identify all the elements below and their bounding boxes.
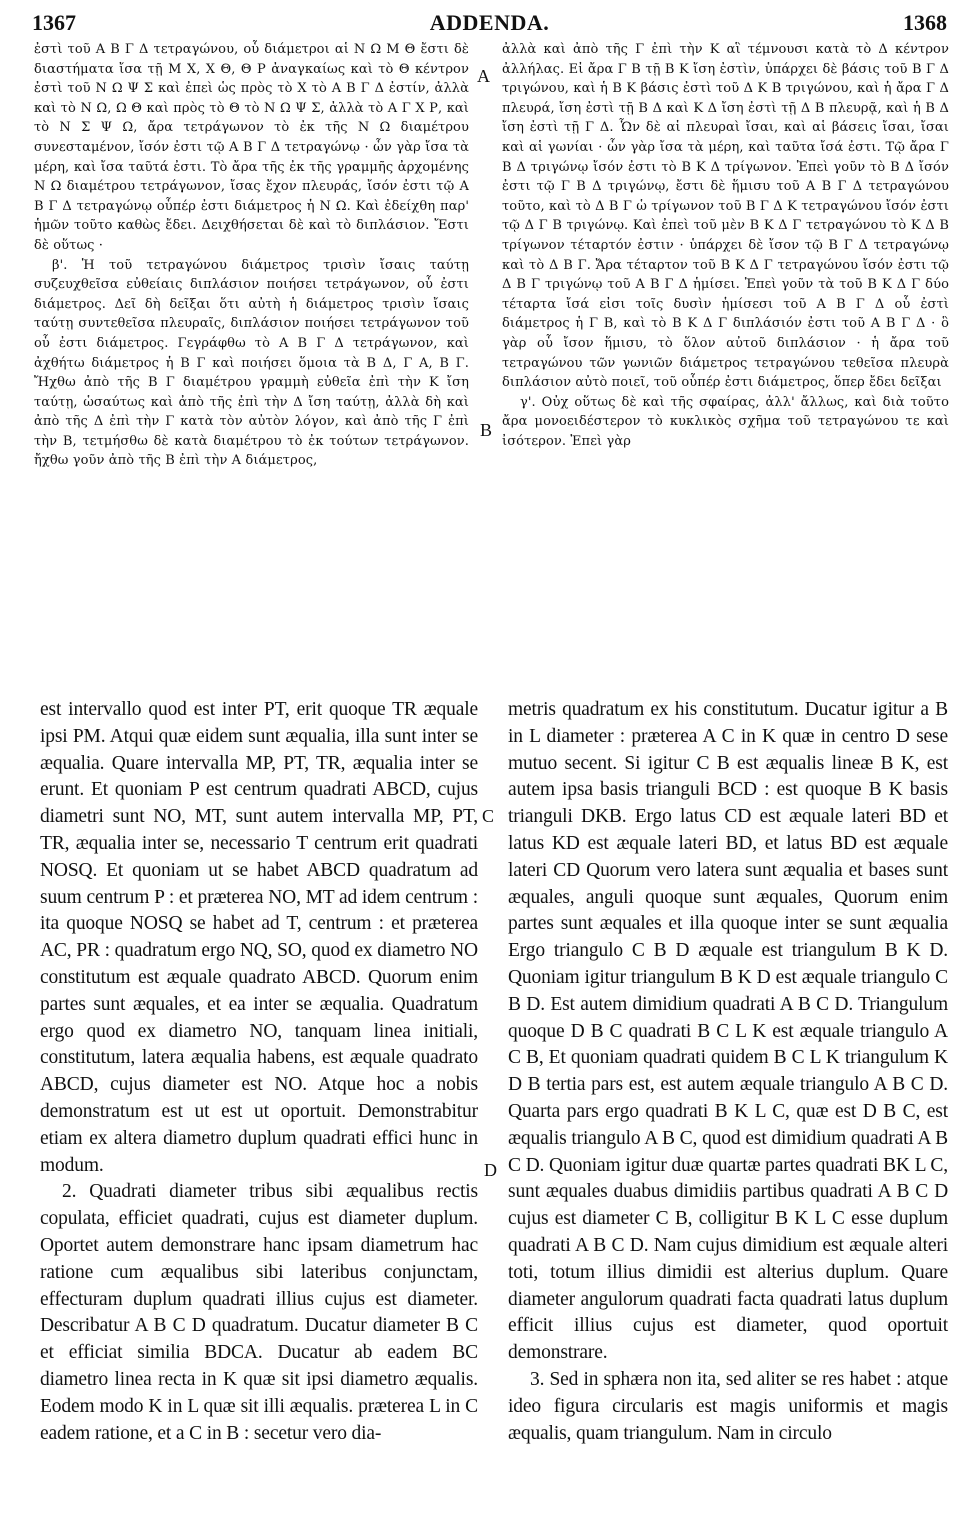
margin-mark-b: B <box>480 420 493 440</box>
margin-mark-a: A <box>477 66 490 86</box>
margin-mark-d: D <box>484 1160 497 1180</box>
greek-right-paragraph-1: ἀλλὰ καὶ ἀπὸ τῆς Γ ἐπὶ τὴν Κ αἳ τέμνουσι κατὰ τὸ Δ κέντρον ἀλλήλας. Εἰ ἄρα Γ Β τῇ Β Κ ἴση ἐστὶν, ὑπάρχει δὲ βάσις τοῦ Β Γ Δ τριγώνου, καὶ ἡ Β Κ βάσις ἐστὶ τοῦ Δ Κ Β τριγώνου, καὶ ἡ ἄρα Γ Δ πλευρά, ἴση ἐστὶ τῇ Β Δ καὶ Κ Δ ἴση ἐστὶ τῇ Δ Β πλευρᾷ, καὶ ἡ Β Δ ἴση ἐστὶ τῇ Γ Δ. Ὧν δὲ αἱ πλευραὶ ἴσαι, καὶ αἱ βάσεις ἴσαι, ἴσαι καὶ αἱ γωνίαι · ὧν γὰρ ἴσα τὰ μέρη, καὶ ταῦτα ἴσά ἐστι. Τῷ ἄρα Γ Β Δ τριγώνῳ ἴσόν ἐστι τὸ Β Κ Δ τρίγωνον. Ἐπεὶ γοῦν τὸ Β Δ ἴσόν ἐστι τῷ Γ Β Δ τριγώνῳ, ἔστι δὲ ἥμισυ τοῦ Α Β Γ Δ τετραγώνου τοῦτο, καὶ τὸ Δ Β Γ ὡ τρίγωνον τοῦ Β Γ Δ Κ τετραγώνου ἴσόν ἐστι τῷ Δ Γ Β τριγώνῳ. Καὶ ἐπεὶ τοῦ μὲν Β Κ Δ Γ τετραγώνου τὸ Κ Δ Β τρίγωνον τέταρτόν ἐστιν · ὑπάρχει δὲ ἴσον τῷ Β Γ Δ τετραγώνῳ καὶ τὸ Δ Β Γ. Ἄρα τέταρτον τοῦ Β Κ Δ Γ τετραγώνου ἴσόν ἐστι τῷ Δ Β Γ τριγώνῳ τοῦ Α Β Γ Δ ἡμίσει. Ἐπεὶ γοῦν τὰ τοῦ Β Κ Δ Γ δύο τέταρτα ἴσά εἰσι τοῖς δυσὶν ἡμίσεσι τοῦ Α Β Γ Δ οὗ ἐστὶ διάμετρος ἡ Γ Β, καὶ τὸ Β Κ Δ Γ διπλάσιόν ἐστι τοῦ Α Β Γ Δ · ὃ γὰρ οὗ ἴσον ἥμισυ, τὸ ὅλον αὐτοῦ διπλάσιον · ἡ ἄρα τοῦ τετραγώνου τῶν γωνιῶν διάμετρος τετραγώνου τεθεῖσα πλευρὰ διπλάσιον αὐτὸ ποιεῖ, τοῦ οὗπέρ ἐστι διάμετρος, ὅπερ ἔδει δεῖξαι <box>502 42 949 391</box>
greek-column-left <box>34 40 469 471</box>
latin-column-right <box>508 697 948 1447</box>
greek-left-paragraph-1: ἐστὶ τοῦ Α Β Γ Δ τετραγώνου, οὗ διάμετροι αἱ Ν Ω Μ Θ ἔστι δὲ διαστήματα ἴσα τῇ Μ Χ, Χ Θ, Θ Ρ ἀναγκαίως καὶ τὸ Θ κέντρον ἐστὶ τοῦ Ν Ω Ψ Σ καὶ ἐπεὶ ὡς πρὸς τὸ Χ τὸ Α Β Γ Δ ἐστίν, ἀλλὰ καὶ τὸ Ν Ω, Ω Θ καὶ πρὸς τὸ Θ τὸ Ν Ω Ψ Σ, ἀλλὰ τὸ Α Γ Χ Ρ, καὶ τὸ Ν Σ Ψ Ω, ἄρα τετράγωνον τὸ ἐκ τῆς Ν Ω διαμέτρου συνεσταμένον, ἴσόν ἐστι τῷ Α Β Γ Δ τετραγώνῳ · ὧν γὰρ ἴσα τὰ μέρη, καὶ ἴσα ταῦτά ἐστι. Τὸ ἄρα τῆς ἐκ τῆς γραμμῆς ἀρχομένης Ν Ω διαμέτρου τετράγωνον, ἴσας ἔχον πλευράς, ἴσόν ἐστι τῷ Α Β Γ Δ τετραγώνῳ οὗπέρ ἐστι διάμετρος ἡ Ν Ω. Καὶ ἐδείχθη παρ' ἡμῶν τοῦτο καθὼς ἔδει. Δειχθήσεται δὲ καὶ τὸ διπλάσιον. Ἔστι δὲ οὕτως · <box>34 42 469 253</box>
latin-left-paragraph-1: est intervallo quod est inter PT, erit quoque TR æquale ipsi PM. Atqui quæ eidem sunt æqualia, illa sunt inter se æqualia. Quare intervalla MP, PT, TR, æqualia inter se erunt. Et quoniam P est centrum quadrati ABCD, cujus diametri sunt NO, MT, sunt autem intervalla MP, PT, TR, æqualia inter se, necessario T centrum erit quadrati NOSQ. Et quoniam ut se habet ABCD quadratum ad suum centrum P : et præterea NO, MT ad idem centrum : ita quoque NOSQ se habet ad T, centrum : et præterea AC, PR : quadratum ergo NQ, SO, quod ex diametro NO constitutum est æquale quadrato ABCD. Quorum enim partes sunt æquales, et ea inter se æqualia. Quadratum ergo quod ex diametro NO, tanquam linea initiali, constitutum, latera æqualia habens, est æquale quadrato ABCD, cujus diameter est NO. Atque hoc a nobis demonstratum est ut est ut oportuit. Demonstrabitur etiam ex altera diametro duplum quadrati effici hunc in modum. <box>40 699 478 1176</box>
greek-column-right <box>502 40 949 451</box>
greek-left-paragraph-2: β'. Ἡ τοῦ τετραγώνου διάμετρος τρισὶν ἴσαις ταύτῃ συζευχθεῖσα εὐθείαις διπλάσιον ποιήσει τετράγωνον, οὗ ἐστι διάμετρος. Δεῖ δὴ δεῖξαι ὅτι αὐτὴ ἡ διάμετρος τρισὶν ἴσαις ταύτῃ συντεθεῖσα πλευραῖς, διπλάσιον ποιήσει τετράγωνον τοῦ οὗ ἐστι διάμετρος. Γεγράφθω τὸ Α Β Γ Δ τετράγωνον, καὶ ἀχθήτω διάμετρος ἡ Β Γ καὶ ποιήσει ὅμοια τὰ Β Δ, Γ Α, Β Γ. Ἤχθω ἀπὸ τῆς Β Γ διαμέτρου γραμμὴ εὐθεῖα ἐπὶ τὴν Κ ἴση ταύτῃ, ὡσαύτως καὶ ἀπὸ τῆς ἐπὶ τὴν Δ ἴση ταύτῃ, ἀλλὰ δὴ καὶ ἀπὸ τῆς Δ ἐπὶ τὴν Γ κατὰ τὸν αὐτὸν λόγον, καὶ ἀπὸ τῆς Γ ἐπὶ τὴν Β, τετμήσθω δὲ κατὰ διαμέτρου τὸ ἐκ τούτων τετράγωνον. ἤχθω γοῦν ἀπὸ τῆς Β ἐπὶ τὴν Α διάμετρος, <box>34 257 469 469</box>
page-number-left: 1367 <box>32 10 76 35</box>
latin-left-paragraph-2: 2. Quadrati diameter tribus sibi æqualibus rectis copulata, efficiet quadrati, cujus est diameter duplum. Oportet autem demonstrare hanc ipsam diametrum hac ratione cum æqualibus sibi lateribus conjunctam, effecturam duplum quadrati illius cujus est diameter. Describatur A B C D quadratum. Ducatur diameter B C et efficiat similia BDCA. Ducatur ab eadem BC diametro linea recta in K quæ sit ipsi diametro æqualis. Eodem modo K in L quæ sit illi æqualis. præterea L in C eadem ratione, et a C in B : secetur vero dia- <box>40 1181 478 1444</box>
margin-mark-c: C <box>482 806 495 826</box>
page-header <box>32 10 947 42</box>
latin-right-paragraph-1: metris quadratum ex his constitutum. Ducatur igitur a B in L diameter : præterea A C in K quæ in centro D sese mutuo secent. Si igitur C B est æqualis lineæ B K, est autem ipsa basis trianguli BCD : est quoque B K basis trianguli DKB. Ergo latus CD est æquale lateri BD et latus KD est æquale lateri BD, et latus BD est æquale lateri CD Quorum vero latera sunt æqualia et bases sunt æquales, anguli quoque sunt æquales, Quorum enim partes sunt æquales et illa quoque inter se sunt æqualia Ergo triangulo C B D æquale est triangulum B K D. Quoniam igitur triangulum B K D est æquale triangulo C B D. Est autem dimidium quadrati A B C D. Triangulum quoque D B C quadrati B C L K est æquale triangulo A C B, Et quoniam quadrati quidem B C L K triangulum K D B tertia pars est, est autem æquale triangulo A B C D. Quarta pars ergo quadrati B K L C, quæ est D B C, est æqualis triangulo A B C, quod est dimidium quadrati A B C D. Quoniam igitur duæ quartæ partes quadrati BK L C, sunt æquales duabus dimidiis partibus quadrati A B C D cujus est diameter C B, colligitur B K L C esse duplum quadrati A B C D. Nam cujus dimidium est æquale alteri toti, totum illius dimidii est alterius duplum. Quare diameter angulorum quadrati facta quadrati latus duplum efficit illius cujus est diameter, quod oportuit demonstrare. <box>508 699 948 1364</box>
greek-right-paragraph-2: γ'. Οὐχ οὕτως δὲ καὶ τῆς σφαίρας, ἀλλ' ἄλλως, καὶ διὰ τοῦτο ἄρα μονοειδέστερον τὸ κυκλικὸς σχῆμα τοῦ τετραγώνου τε καὶ ἰσότερον. Ἐπεὶ γὰρ <box>502 394 949 449</box>
page-number-right: 1368 <box>903 10 947 35</box>
latin-column-left <box>40 697 478 1447</box>
running-title: ADDENDA. <box>429 10 550 35</box>
latin-right-paragraph-2: 3. Sed in sphæra non ita, sed aliter se res habet : atque ideo figura circularis est magis uniformis et magis æqualis, quam triangulum. Nam in circulo <box>508 1368 948 1444</box>
